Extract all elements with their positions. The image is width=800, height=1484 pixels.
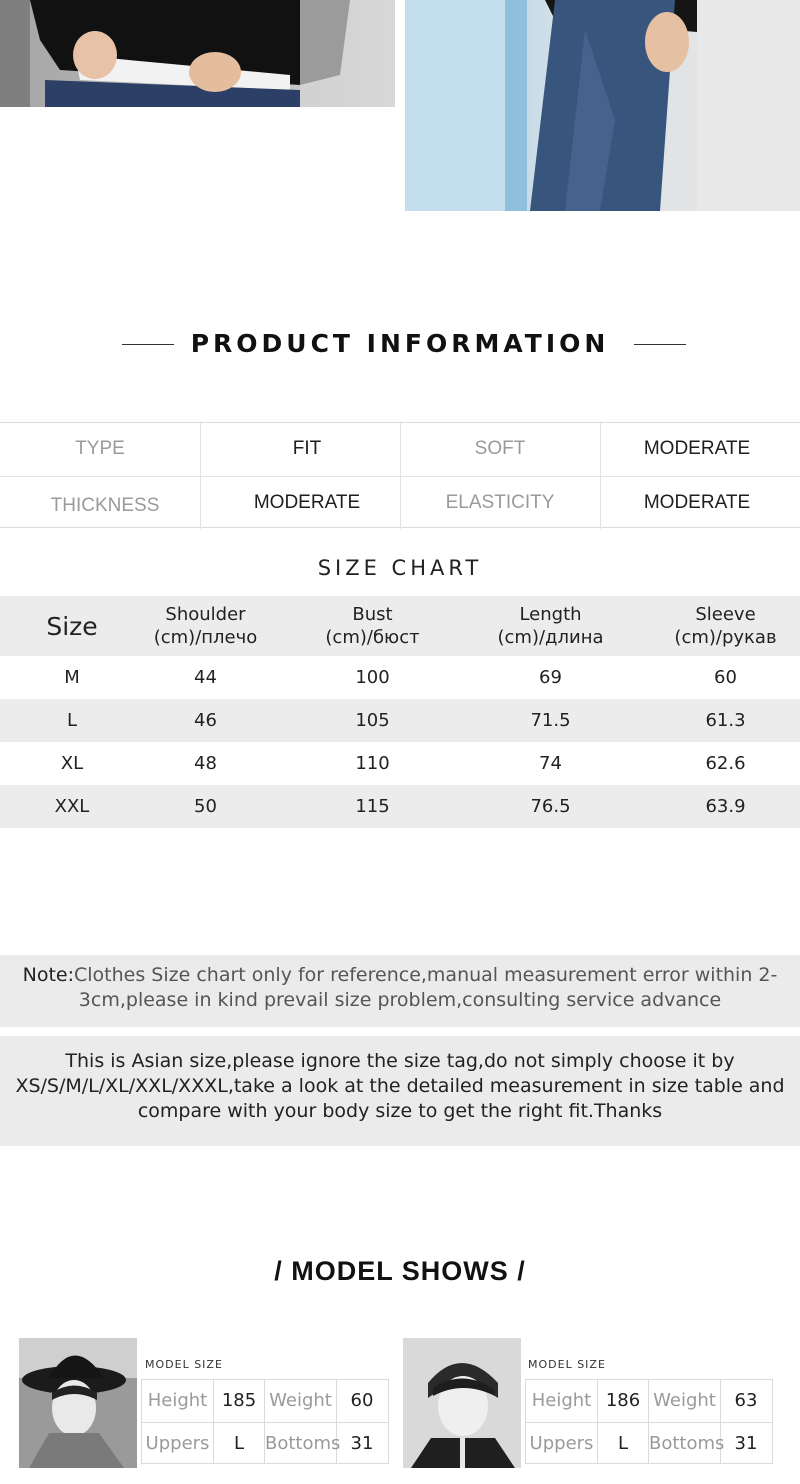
info-value-type: FIT	[292, 438, 322, 459]
model-card	[19, 1338, 391, 1470]
height-value: 185	[221, 1390, 257, 1411]
table-row	[0, 656, 800, 699]
uppers-label: Uppers	[145, 1433, 210, 1454]
header-sleeve	[658, 596, 793, 656]
length-cell: 69	[539, 667, 562, 688]
size-cell: XXL	[54, 796, 90, 817]
bust-cell: 115	[355, 796, 390, 817]
weight-value: 60	[350, 1390, 374, 1411]
product-info-table	[0, 422, 800, 528]
model-size-label: MODEL SIZE	[528, 1358, 606, 1371]
header-unit: (cm)/рукав	[674, 627, 777, 648]
model-photo	[19, 1338, 137, 1468]
header-line: Bust	[352, 604, 393, 625]
info-label-soft: SOFT	[474, 438, 526, 459]
header-unit: (cm)/бюст	[325, 627, 420, 648]
length-cell: 76.5	[530, 796, 571, 817]
model-shows-title: / MODEL SHOWS /	[274, 1256, 526, 1286]
uppers-label: Uppers	[529, 1433, 594, 1454]
bust-cell: 110	[355, 753, 390, 774]
shoulder-cell: 48	[194, 753, 217, 774]
info-label-elasticity: ELASTICITY	[445, 492, 555, 513]
header-shoulder	[138, 596, 273, 656]
model-row	[526, 1380, 772, 1422]
table-row	[0, 785, 800, 828]
model-card	[403, 1338, 775, 1470]
table-row	[0, 699, 800, 742]
size-cell: L	[66, 710, 78, 731]
info-row	[0, 476, 800, 528]
header-size-label: Size	[46, 611, 98, 641]
asian-size-note	[0, 1036, 800, 1146]
model-size-table	[525, 1379, 773, 1464]
info-value-thickness: MODERATE	[253, 492, 361, 513]
table-row	[0, 742, 800, 785]
size-chart-title: SIZE CHART	[317, 556, 483, 580]
size-chart-table	[0, 596, 800, 828]
bottoms-value: 31	[734, 1433, 758, 1454]
header-bust	[305, 596, 440, 656]
info-label-type: TYPE	[75, 438, 125, 459]
info-row	[0, 423, 800, 475]
shoulder-cell: 44	[194, 667, 217, 688]
size-cell: M	[64, 667, 80, 688]
model-row	[526, 1422, 772, 1464]
uppers-value: L	[617, 1433, 629, 1454]
asian-size-text: This is Asian size,please ignore the size tag,do not simply choose it by XS/S/M/L/XL/XXL/XXXL,take a look at the detailed measurement in size table and compare with your body size to get the right fit.Thanks	[15, 1050, 785, 1122]
sleeve-cell: 60	[714, 667, 737, 688]
product-photo-right	[405, 0, 800, 211]
model-shirt-illustration	[0, 0, 395, 107]
bottoms-label: Bottoms	[265, 1433, 341, 1454]
measurement-note	[0, 955, 800, 1027]
bottoms-label: Bottoms	[649, 1433, 725, 1454]
note-label: Note:	[22, 964, 74, 986]
sleeve-cell: 62.6	[705, 753, 746, 774]
header-line: Shoulder	[165, 604, 246, 625]
height-label: Height	[147, 1390, 208, 1411]
shoulder-cell: 46	[194, 710, 217, 731]
header-line: Length	[519, 604, 582, 625]
header-length	[483, 596, 618, 656]
bust-cell: 105	[355, 710, 390, 731]
weight-label: Weight	[269, 1390, 332, 1411]
title-rule-right	[634, 344, 686, 345]
model-row	[142, 1380, 388, 1422]
weight-value: 63	[734, 1390, 758, 1411]
model-photo	[403, 1338, 521, 1468]
sleeve-cell: 61.3	[705, 710, 746, 731]
length-cell: 74	[539, 753, 562, 774]
model-size-table	[141, 1379, 389, 1464]
header-size	[0, 596, 144, 656]
height-label: Height	[531, 1390, 592, 1411]
product-photo-left	[0, 0, 395, 107]
weight-label: Weight	[653, 1390, 716, 1411]
length-cell: 71.5	[530, 710, 571, 731]
header-unit: (cm)/длина	[497, 627, 604, 648]
info-label-thickness: THICKNESS	[50, 495, 160, 516]
model-size-label: MODEL SIZE	[145, 1358, 223, 1371]
bottoms-value: 31	[350, 1433, 374, 1454]
height-value: 186	[605, 1390, 641, 1411]
size-chart-header	[0, 596, 800, 656]
info-value-soft: MODERATE	[643, 438, 751, 459]
model-jeans-illustration	[405, 0, 800, 211]
model-portrait-illustration	[403, 1338, 521, 1468]
bust-cell: 100	[355, 667, 390, 688]
size-cell: XL	[60, 753, 84, 774]
info-value-elasticity: MODERATE	[643, 492, 751, 513]
sleeve-cell: 63.9	[705, 796, 746, 817]
model-row	[142, 1422, 388, 1464]
shoulder-cell: 50	[194, 796, 217, 817]
uppers-value: L	[233, 1433, 245, 1454]
header-unit: (cm)/плечо	[153, 627, 258, 648]
product-information-title: PRODUCT INFORMATION	[190, 329, 610, 358]
model-portrait-illustration	[19, 1338, 137, 1468]
note-text: Clothes Size chart only for reference,manual measurement error within 2-3cm,please in kind prevail size problem,consulting service advance	[74, 964, 778, 1011]
header-line: Sleeve	[695, 604, 756, 625]
